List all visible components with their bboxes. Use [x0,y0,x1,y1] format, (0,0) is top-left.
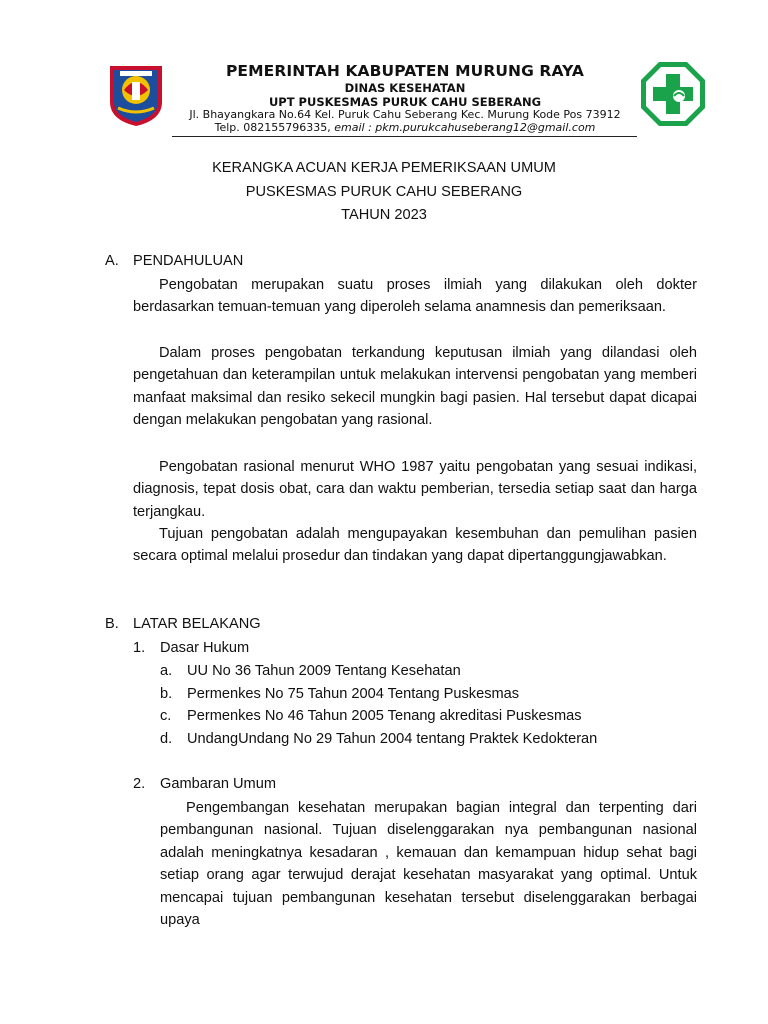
sublist-letter-c: c. [160,708,172,724]
document-title-line2: PUSKESMAS PURUK CAHU SEBERANG [245,184,523,200]
regency-emblem-icon [104,62,168,128]
document-title-line3: TAHUN 2023 [341,207,427,223]
letterhead-phone: Telp. 082155796335, [214,121,331,134]
list-label-gambaran-umum: Gambaran Umum [160,776,276,792]
section-b-letter: B. [105,616,119,632]
sublist-item-d: UndangUndang No 29 Tahun 2004 tentang Praktek Kedokteran [187,731,598,747]
sublist-letter-a: a. [160,663,173,679]
letterhead-unit: UPT PUSKESMAS PURUK CAHU SEBERANG [268,95,542,109]
section-a-heading: PENDAHULUAN [133,253,244,269]
sublist-letter-d: d. [160,731,173,747]
letterhead-rule [172,136,637,137]
list-number-1: 1. [133,640,146,656]
letterhead-contact [175,121,635,134]
section-a-letter: A. [105,253,119,269]
section-b-gambaran-paragraph: Pengembangan kesehatan merupakan bagian integral dan terpenting dari pembangunan nasional. Tujuan diselenggarakan nya pembangunan nasional adalah meningkatnya kesadaran , kemauan dan kemampuan hidup sehat bagi setiap orang agar terwujud derajat kesehatan masyarakat yang optimal. Untuk mencapai tujuan pembangunan kesehatan tersebut diselenggarakan berbagai upaya [160,800,697,929]
letterhead-department: DINAS KESEHATAN [344,81,466,95]
letterhead-address: Jl. Bhayangkara No.64 Kel. Puruk Cahu Seberang Kec. Murung Kode Pos 73912 [189,108,621,121]
sublist-letter-b: b. [160,686,173,702]
puskesmas-logo-icon [639,60,707,128]
section-a-paragraph-3: Pengobatan rasional menurut WHO 1987 yaitu pengobatan yang sesuai indikasi, diagnosis, tepat dosis obat, cara dan waktu pemberian, tersedia setiap saat dan harga terjangkau. [133,459,697,520]
list-number-2: 2. [133,776,146,792]
letterhead [0,0,768,140]
sublist-item-a: UU No 36 Tahun 2009 Tentang Kesehatan [187,663,461,679]
letterhead-email: email : pkm.purukcahuseberang12@gmail.com [334,121,596,134]
section-b-heading: LATAR BELAKANG [133,616,261,632]
section-a-paragraph-2: Dalam proses pengobatan terkandung keputusan ilmiah yang dilandasi oleh pengetahuan dan keterampilan untuk melakukan intervensi pengobatan yang memberi manfaat maksimal dan resiko sekecil mungkin bagi pasien. Hal tersebut dapat dicapai dengan melakukan pengobatan yang rasional. [133,345,697,429]
section-a-paragraph-4: Tujuan pengobatan adalah mengupayakan kesembuhan dan pemulihan pasien secara optimal melalui prosedur dan tindakan yang dapat dipertanggungjawabkan. [133,526,697,565]
sublist-item-c: Permenkes No 46 Tahun 2005 Tenang akreditasi Puskesmas [187,708,582,724]
sublist-item-b: Permenkes No 75 Tahun 2004 Tentang Puskesmas [187,686,520,702]
section-a-paragraph-1: Pengobatan merupakan suatu proses ilmiah yang dilakukan oleh dokter berdasarkan temuan-temuan yang diperoleh selama anamnesis dan pemeriksaan. [133,277,697,316]
letterhead-government: PEMERINTAH KABUPATEN MURUNG RAYA [225,62,585,80]
list-label-dasar-hukum: Dasar Hukum [160,640,250,656]
document-title-line1: KERANGKA ACUAN KERJA PEMERIKSAAN UMUM [212,160,556,176]
